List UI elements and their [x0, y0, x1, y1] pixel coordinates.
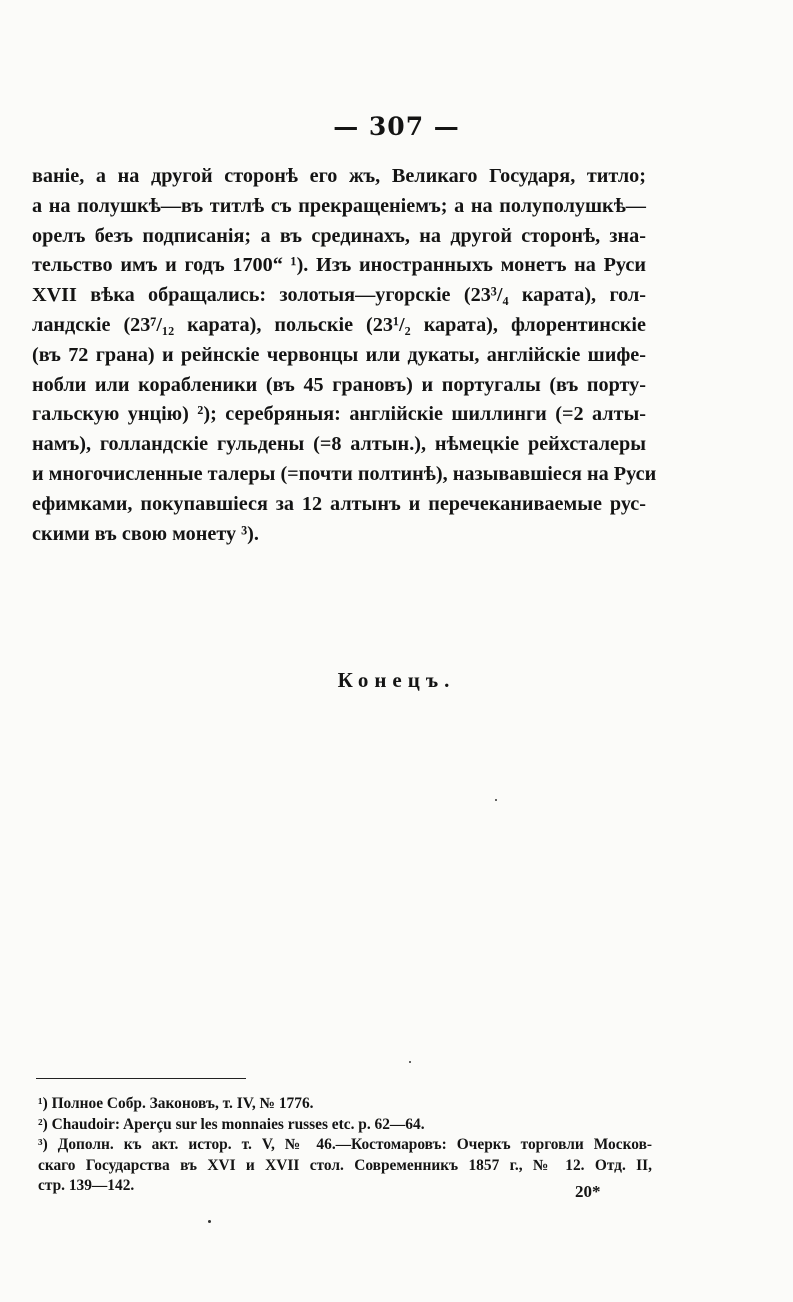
text-line: ефимками, покупавшіеся за 12 алтынъ и перечеканиваемые рус-: [32, 492, 646, 515]
print-speck: [409, 1061, 411, 1063]
text-line: нобли или корабленики (въ 45 грановъ) и португалы (въ порту-: [32, 373, 646, 396]
text-line: скими въ свою монету ³).: [32, 522, 259, 545]
print-speck: [495, 799, 497, 801]
text-line: гальскую унцію) ²); серебряныя: англійскіе шиллинги (=2 алты-: [32, 403, 646, 426]
footnotes: [38, 1094, 652, 1197]
text-line: XVII вѣка обращались: золотыя—угорскіе (23³/₄ карата), гол-: [32, 284, 646, 307]
footnote-line: стр. 139—142.: [38, 1177, 135, 1194]
text-line: намъ), голландскіе гульдены (=8 алтын.), нѣмецкіе рейхсталеры: [32, 433, 646, 456]
text-line: а на полушкѣ—въ титлѣ съ прекращеніемъ; а на полуполушкѣ—: [32, 194, 646, 217]
page-number: — 307 —: [333, 112, 460, 141]
footnote-line: ³) Дополн. къ акт. истор. т. V, № 46.—Костомаровъ: Очеркъ торговли Москов-: [38, 1136, 652, 1153]
text-line: и многочисленные талеры (=почти полтинѣ), называвшіеся на Руси: [32, 462, 657, 485]
sheet-signature: 20*: [575, 1182, 601, 1201]
ending-heading: Конецъ.: [337, 668, 456, 692]
text-line: тельство имъ и годъ 1700“ ¹). Изъ иностранныхъ монетъ на Руси: [32, 254, 646, 277]
text-line: ваніе, а на другой сторонѣ его жъ, Великаго Государя, титло;: [32, 165, 646, 187]
main-text: [32, 162, 657, 549]
text-line: ландскіе (23⁷/₁₂ карата), польскіе (23¹/₂ карата), флорентинскіе: [32, 313, 646, 336]
text-line: (въ 72 грана) и рейнскіе червонцы или дукаты, англійскіе шифе-: [32, 343, 646, 366]
footnote-line: ²) Chaudoir: Aperçu sur les monnaies russes etc. p. 62—64.: [38, 1115, 425, 1133]
text-line: орелъ безъ подписанія; а въ срединахъ, на другой сторонѣ, зна-: [32, 224, 646, 247]
footnote-divider: [36, 1078, 246, 1079]
print-speck: [208, 1220, 211, 1223]
footnote-line: скаго Государства въ XVI и XVII стол. Современникъ 1857 г., № 12. Отд. II,: [38, 1156, 652, 1174]
footnote-line: ¹) Полное Собр. Законовъ, т. IV, № 1776.: [38, 1095, 314, 1112]
